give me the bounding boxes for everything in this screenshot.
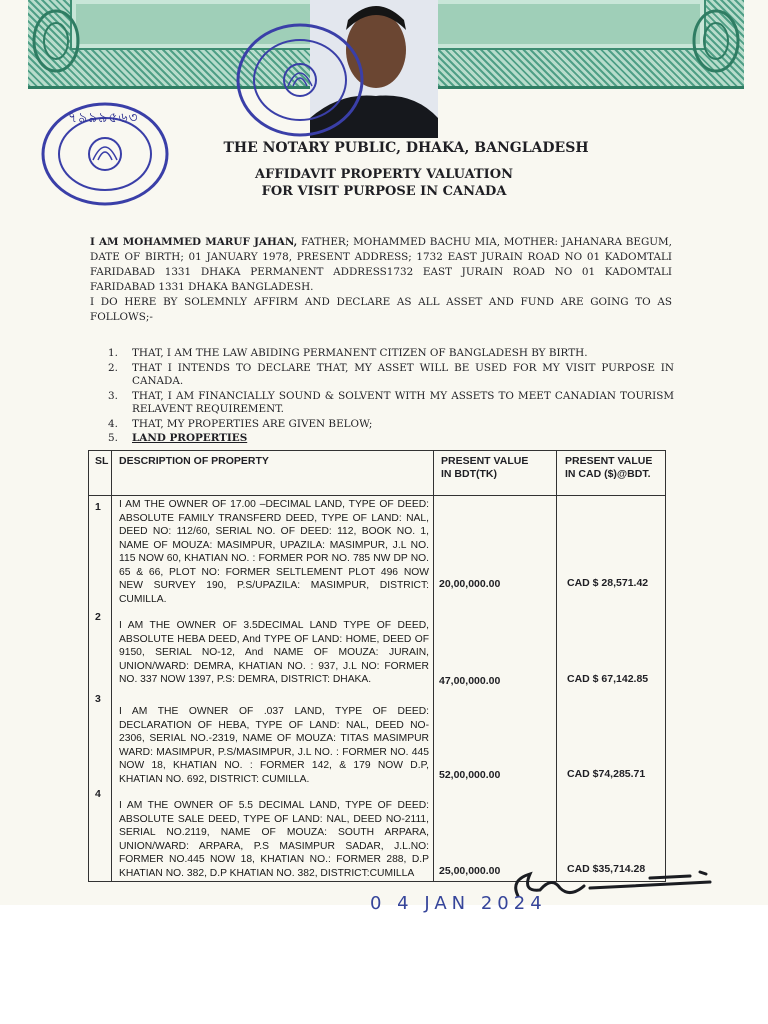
border-ornament-icon	[690, 6, 742, 76]
declarant-name: I AM MOHAMMED MARUF JAHAN,	[90, 236, 298, 248]
table-cell-description: I AM THE OWNER OF 3.5DECIMAL LAND TYPE OF DEED, ABSOLUTE HEBA DEED, And TYPE OF LAND: HOME, DEED OF 9150, SERIAL NO-12, And NAME OF MOUZA: JURAIN, UNION/WARD: DEMRA, KHATIAN NO. : 937, J.L NO: FORMER NO. 337 NOW 1397, P.S: DEMRA, DISTRICT: DHAKA.	[119, 620, 429, 685]
date-stamp: 0 4 JAN 2024	[370, 893, 547, 914]
table-divider	[556, 451, 557, 881]
intro-section	[90, 235, 672, 325]
list-item-number: 4.	[108, 417, 118, 430]
list-item-text: THAT, I AM FINANCIALLY SOUND & SOLVENT WITH MY ASSETS TO MEET CANADIAN TOURISM RELAVENT REQUIREMENT.	[132, 389, 674, 415]
list-item-number: 2.	[108, 361, 118, 374]
document-subtitle-line2: FOR VISIT PURPOSE IN CANADA	[261, 184, 507, 199]
page-title: THE NOTARY PUBLIC, DHAKA, BANGLADESH	[223, 140, 589, 156]
table-divider	[433, 451, 434, 881]
table-cell-sl: 3	[95, 693, 101, 705]
table-cell-cad: CAD $74,285.71	[567, 768, 646, 780]
table-cell-bdt: 20,00,000.00	[439, 578, 501, 590]
declaration-points	[108, 347, 674, 447]
table-cell-cad: CAD $ 67,142.85	[567, 673, 649, 685]
section-heading-land-properties: LAND PROPERTIES	[132, 432, 248, 444]
list-item	[108, 432, 674, 446]
table-cell-sl: 4	[95, 788, 101, 800]
table-cell-description: I AM THE OWNER OF 17.00 –DECIMAL LAND, TYPE OF DEED: ABSOLUTE FAMILY TRANSFERD DEED, TYPE OF LAND: NAL, DEED NO: 112/60, SERIAL NO. OF DEED: 112, BOOK NO. 1, NAME OF MOUZA: MASIMPUR, UPAZILA: MASIMPUR, J.L NO. 115 NOW 60, KHATIAN NO. : FORMER POR NO. 785 NW DP NO. 65 & 66, PLOT NO: FORMER SELTLEMENT PLOT 496 NOW NEW SURVEY 190, P.S/UPAZILA: MASIMPUR, DISTRICT: CUMILLA.	[119, 499, 429, 605]
list-item-text: THAT I INTENDS TO DECLARE THAT, MY ASSET WILL BE USED FOR MY VISIT PURPOSE IN CANADA.	[132, 361, 674, 387]
table-cell-bdt: 47,00,000.00	[439, 675, 501, 687]
table-cell-bdt: 25,00,000.00	[439, 865, 501, 877]
table-divider	[111, 451, 112, 881]
list-item-number: 3.	[108, 389, 118, 402]
seal-serial-number: ৭৯৯৯৫৬৩	[68, 110, 139, 126]
property-table	[88, 450, 666, 882]
column-header-sl: SL	[95, 455, 109, 467]
border-ornament-icon	[30, 6, 82, 76]
list-item-text: THAT, MY PROPERTIES ARE GIVEN BELOW;	[132, 417, 373, 430]
table-cell-sl: 1	[95, 501, 101, 513]
list-item	[108, 390, 674, 417]
table-cell-sl: 2	[95, 611, 101, 623]
list-item-number: 1.	[108, 347, 118, 359]
table-cell-bdt: 52,00,000.00	[439, 769, 501, 781]
list-item	[108, 362, 674, 389]
list-item-text: THAT, I AM THE LAW ABIDING PERMANENT CITIZEN OF BANGLADESH BY BIRTH.	[132, 347, 588, 359]
declarant-details	[90, 235, 672, 295]
list-item	[108, 347, 674, 361]
column-header-cad: PRESENT VALUE IN CAD ($)@BDT.	[565, 455, 653, 480]
table-cell-cad: CAD $35,714.28	[567, 863, 646, 875]
table-cell-cad: CAD $ 28,571.42	[567, 577, 649, 589]
column-header-description: DESCRIPTION OF PROPERTY	[119, 455, 269, 467]
column-header-bdt: PRESENT VALUE IN BDT(TK)	[441, 455, 529, 480]
list-item-number: 5.	[108, 432, 118, 444]
declaration-statement: I DO HERE BY SOLEMNLY AFFIRM AND DECLARE AS ALL ASSET AND FUND ARE GOING TO AS FOLLOWS;-	[90, 296, 672, 323]
declarant-info: FATHER; MOHAMMED BACHU MIA, MOTHER: JAHANARA BEGUM, DATE OF BIRTH; 01 JANUARY 1978, PRESENT ADDRESS; 1732 EAST JURAIN ROAD NO 01 KADOMTALI FARIDABAD 1331 DHAKA PERMANENT ADDRESS1732 EAST JURAIN ROAD NO 01 KADOMTALI FARIDABAD 1331 DHAKA BANGLADESH.	[90, 236, 672, 293]
table-cell-description: I AM THE OWNER OF 5.5 DECIMAL LAND, TYPE OF DEED: ABSOLUTE SALE DEED, TYPE OF LAND: NAL, DEED NO-2111, SERIAL NO.2119, NAME OF MOUZA: SOUTH ARPARA, UNION/WARD: ARPARA, P.S MASIMPUR SADAR, J.L.NO: FORMER NO.445 NOW 18, KHATIAN NO.: FORMER 288, D.P KHATIAN NO. 382, D.P KHATIAN NO. 382, DISTRICT:CUMILLA	[119, 800, 429, 879]
table-cell-description: I AM THE OWNER OF .037 LAND, TYPE OF DEED: DECLARATION OF HEBA, TYPE OF LAND: NAL, DEED NO- 2306, SERIAL NO.-2319, NAME OF MOUZA: TITAS MASIMPUR WARD: MASIMPUR, P.S/MASIMPUR, J.L NO. : FORMER NO. 445 NOW 18, KHATIAN NO. : FORMER 142, & 179 NOW D.P, KHATIAN NO. 692, DISTRICT: CUMILLA.	[119, 706, 429, 785]
table-header-divider	[89, 495, 665, 496]
list-item	[108, 418, 674, 432]
document-subtitle: AFFIDAVIT PROPERTY VALUATION	[255, 167, 513, 182]
notary-seal-icon	[233, 20, 367, 140]
